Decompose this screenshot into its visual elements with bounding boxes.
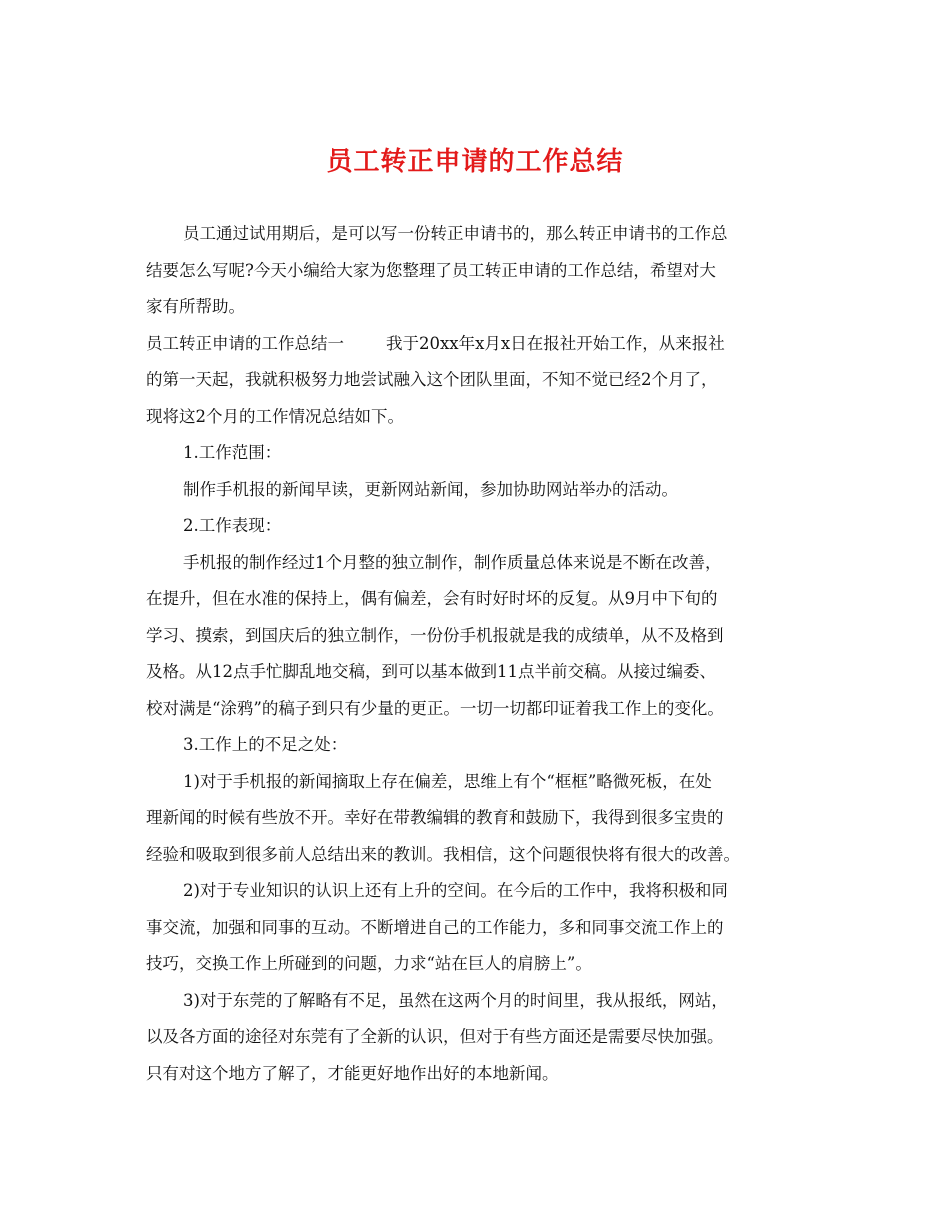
paragraph-line: 3)对于东莞的了解略有不足，虽然在这两个月的时间里，我从报纸，网站， <box>183 990 728 1010</box>
paragraph-line: 结要怎么写呢?今天小编给大家为您整理了员工转正申请的工作总结，希望对大 <box>146 260 716 280</box>
paragraph-line: 技巧，交换工作上所碰到的问题，力求“站在巨人的肩膀上”。 <box>146 954 592 973</box>
paragraph-line: 手机报的制作经过1个月整的独立制作，制作质量总体来说是不断在改善， <box>183 552 722 572</box>
paragraph-line: 理新闻的时候有些放不开。幸好在带教编辑的教育和鼓励下，我得到很多宝贵的 <box>146 808 724 827</box>
paragraph-line: 制作手机报的新闻早读，更新网站新闻，参加协助网站举办的活动。 <box>183 479 678 499</box>
paragraph-line: 只有对这个地方了解了，才能更好地作出好的本地新闻。 <box>146 1063 559 1083</box>
section-heading-line <box>146 326 810 363</box>
paragraph-line: 经验和吸取到很多前人总结出来的教训。我相信，这个问题很快将有很大的改善。 <box>146 844 740 864</box>
paragraph-line: 现将这2个月的工作情况总结如下。 <box>146 406 404 426</box>
paragraph-line: 校对满是“涂鸦”的稿子到只有少量的更正。一切一切都印证着我工作上的变化。 <box>146 698 724 718</box>
paragraph-line: 的第一天起，我就积极努力地尝试融入这个团队里面，不知不觉已经2个月了， <box>146 370 718 389</box>
paragraph-line: 学习、摸索，到国庆后的独立制作，一份份手机报就是我的成绩单，从不及格到 <box>146 625 724 645</box>
paragraph-line: 在提升，但在水准的保持上，偶有偏差，会有时好时坏的反复。从9月中下旬的 <box>146 589 718 608</box>
document-title: 员工转正申请的工作总结 <box>326 147 624 177</box>
subheading-line: 2.工作表现： <box>183 516 282 535</box>
paragraph-line: 家有所帮助。 <box>146 297 245 316</box>
paragraph-line: 事交流，加强和同事的互动。不断增进自己的工作能力，多和同事交流工作上的 <box>146 917 724 937</box>
paragraph-line: 及格。从12点手忙脚乱地交稿，到可以基本做到11点半前交稿。从接过编委、 <box>146 662 716 681</box>
subheading-line: 1.工作范围： <box>183 443 282 462</box>
paragraph-line: 员工通过试用期后，是可以写一份转正申请书的，那么转正申请书的工作总 <box>183 224 728 243</box>
paragraph-line: 1)对于手机报的新闻摘取上存在偏差，思维上有个“框框”略微死板，在处 <box>183 771 712 791</box>
section-heading: 员工转正申请的工作总结一 <box>146 333 344 353</box>
document-body <box>146 216 810 1092</box>
subheading-line: 3.工作上的不足之处： <box>183 735 348 754</box>
paragraph-line: 2)对于专业知识的认识上还有上升的空间。在今后的工作中，我将积极和同 <box>183 881 728 900</box>
paragraph-text: 我于20xx年x月x日在报社开始工作，从来报社 <box>386 333 725 353</box>
paragraph-line: 以及各方面的途径对东莞有了全新的认识，但对于有些方面还是需要尽快加强。 <box>146 1027 724 1046</box>
